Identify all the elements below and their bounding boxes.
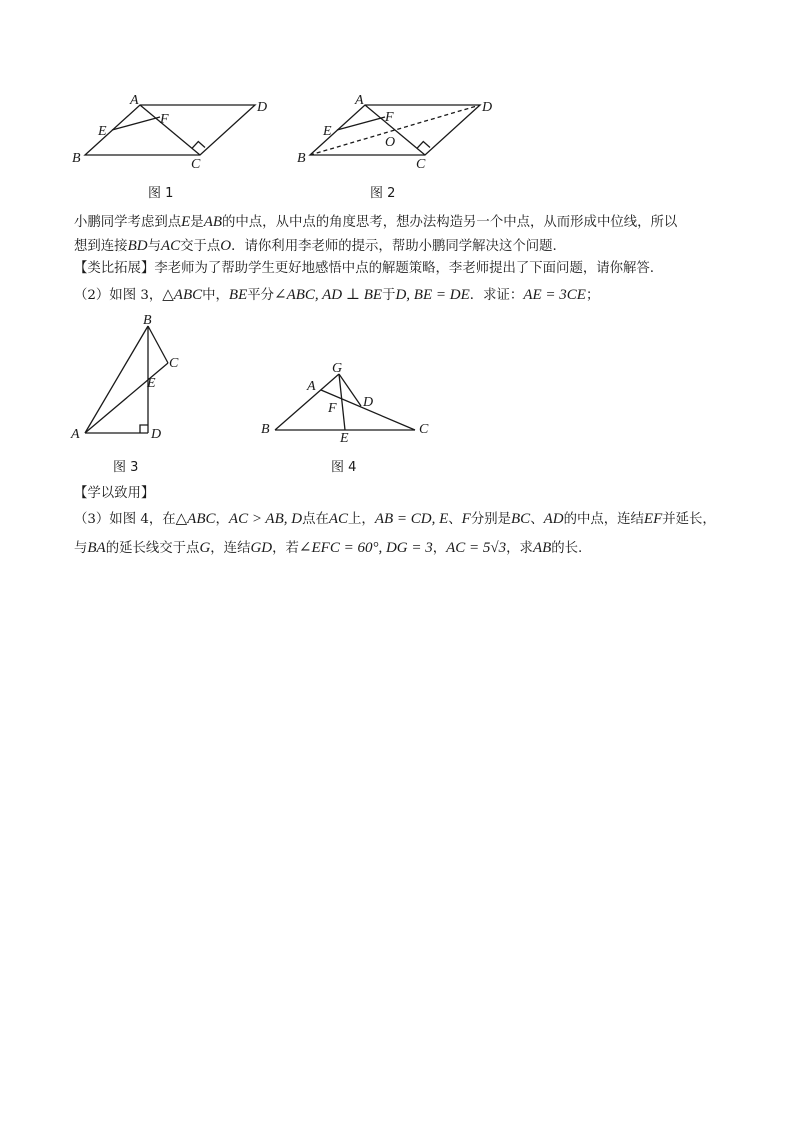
question-3-line-2: [74, 538, 734, 559]
apply-header-line: [74, 484, 734, 504]
text: 于: [382, 288, 396, 303]
math: AC: [328, 511, 349, 527]
text: 中，: [202, 288, 229, 303]
figure-1-diagram: [60, 90, 280, 175]
text: 、: [530, 512, 544, 527]
math: AB = CD, E: [374, 511, 449, 527]
math: EF: [643, 511, 663, 527]
analogy-header: 【类比拓展】: [74, 261, 155, 276]
paragraph-1-line-1: [74, 212, 734, 233]
text: 、: [448, 512, 462, 527]
question-3-line-1: [74, 509, 734, 530]
math: GD: [250, 540, 273, 556]
label-e: E: [147, 376, 156, 391]
math: E: [181, 214, 191, 230]
label-b: B: [297, 151, 306, 166]
figure-4-diagram: [255, 358, 440, 443]
text: 的长.: [551, 541, 583, 556]
math: ∠EFC = 60°, DG = 3: [298, 540, 433, 556]
label-b: B: [72, 151, 81, 166]
math: BE: [228, 287, 248, 303]
text: ．请你利用李老师的提示，帮助小鹏同学解决这个问题.: [231, 239, 557, 254]
figure-1-caption: 图 1: [148, 186, 174, 201]
segment-bc: [148, 326, 168, 363]
math: F: [461, 511, 471, 527]
label-c: C: [169, 356, 179, 371]
right-angle-mark-c: [192, 142, 205, 149]
segment-ac: [140, 105, 200, 155]
text: 并延长，: [662, 512, 716, 527]
figure-3-diagram: [65, 308, 195, 443]
label-f: F: [328, 401, 337, 416]
text: 的中点，从中点的角度思考，想办法构造另一个中点，从而形成中位线，所以: [222, 215, 678, 230]
label-d: D: [482, 100, 493, 115]
right-angle-mark-d: [140, 425, 148, 433]
label-e: E: [98, 124, 107, 139]
text: （3）如图 4，在: [74, 512, 176, 527]
math: G: [199, 540, 211, 556]
text: ，连结: [210, 541, 251, 556]
figure-2-diagram: [285, 90, 515, 175]
label-a: A: [307, 379, 316, 394]
analogy-text: 李老师为了帮助学生更好地感悟中点的解题策略，李老师提出了下面问题，请你解答.: [154, 261, 655, 276]
paragraph-1-line-2: [74, 236, 734, 257]
label-g: G: [332, 361, 343, 376]
label-d: D: [257, 100, 268, 115]
text: 交于点: [180, 239, 221, 254]
math: O: [220, 238, 232, 254]
math: △ABC: [162, 287, 203, 303]
figure-1: [60, 90, 280, 175]
label-c: C: [419, 422, 429, 437]
text: ，: [432, 541, 447, 556]
math: BA: [87, 540, 106, 556]
label-f: F: [160, 112, 169, 127]
text: ．求证：: [469, 288, 524, 303]
figure-3: [65, 308, 195, 443]
figure-4: [255, 358, 440, 443]
text: 想到连接: [74, 239, 128, 254]
text: 是: [190, 215, 204, 230]
text: 与: [147, 239, 161, 254]
text: 小鹏同学考虑到点: [74, 215, 182, 230]
math: BC: [511, 511, 531, 527]
label-a: A: [355, 93, 364, 108]
text: ，求: [506, 541, 533, 556]
segment-ab: [85, 326, 148, 433]
figure-3-caption: 图 3: [113, 460, 139, 475]
text: 平分: [247, 288, 275, 303]
segment-ac: [85, 363, 168, 433]
label-o: O: [385, 135, 396, 150]
label-b: B: [261, 422, 270, 437]
label-f: F: [385, 110, 394, 125]
label-b: B: [143, 313, 152, 328]
text: ，: [215, 512, 229, 527]
math: AC > AB, D: [228, 511, 303, 527]
text: ；: [585, 288, 600, 303]
label-e: E: [340, 431, 349, 443]
text: 上，: [348, 512, 375, 527]
question-2-line: [74, 285, 734, 306]
math: AE = 3CE: [523, 287, 586, 303]
text: 的中点，连结: [563, 512, 644, 527]
right-angle-mark-c: [417, 142, 430, 149]
math: AB: [532, 540, 552, 556]
analogy-line: [74, 259, 734, 279]
figure-2: [285, 90, 515, 175]
math: AD: [543, 511, 564, 527]
label-d: D: [151, 427, 162, 442]
text: 分别是: [470, 512, 512, 527]
figure-2-caption: 图 2: [370, 186, 396, 201]
math: ∠ABC, AD ⊥ BE: [274, 287, 383, 303]
math: AC = 5√3: [446, 540, 507, 556]
text: 与: [74, 541, 88, 556]
text: 点在: [302, 512, 329, 527]
math: BD: [127, 238, 148, 254]
label-a: A: [71, 427, 80, 442]
math: D, BE = DE: [395, 287, 470, 303]
label-c: C: [416, 157, 426, 172]
math: △ABC: [175, 511, 216, 527]
label-c: C: [191, 157, 201, 172]
label-e: E: [323, 124, 332, 139]
text: ，若: [272, 541, 299, 556]
apply-header: 【学以致用】: [74, 486, 155, 501]
figure-4-caption: 图 4: [331, 460, 357, 475]
text: （2）如图 3，: [74, 288, 163, 303]
math: AC: [160, 238, 181, 254]
label-a: A: [130, 93, 139, 108]
label-d: D: [363, 395, 374, 410]
math: AB: [203, 214, 223, 230]
text: 的延长线交于点: [105, 541, 200, 556]
